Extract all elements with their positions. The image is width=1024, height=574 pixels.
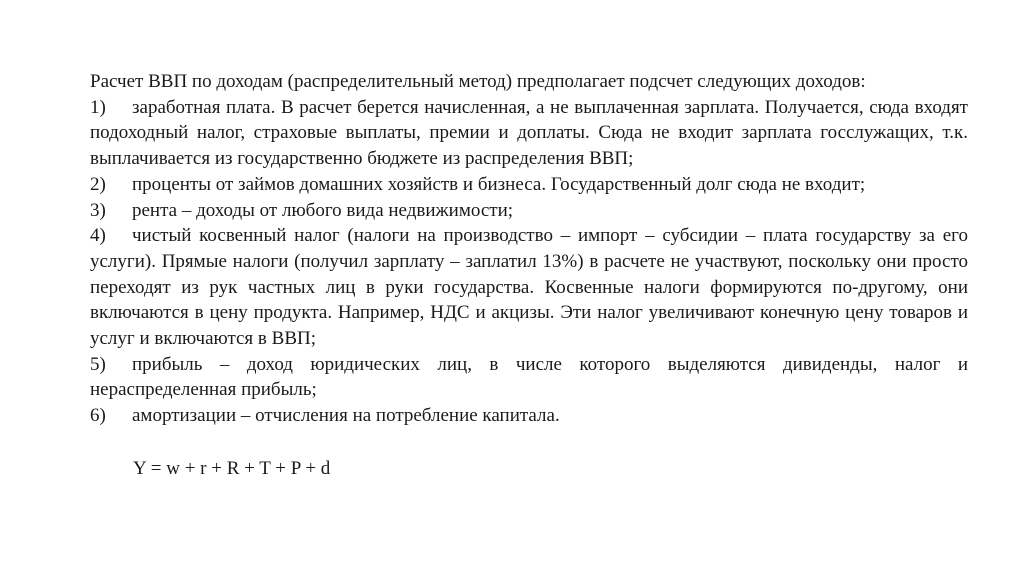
list-item-text: проценты от займов домашних хозяйств и бизнеса. Государственный долг сюда не входит;	[132, 173, 866, 195]
list-item-number: 2)	[90, 173, 106, 195]
slide-text	[90, 69, 968, 429]
list-item-number: 1)	[90, 96, 106, 118]
list-item-number: 5)	[90, 353, 106, 375]
list-item	[90, 403, 968, 429]
list-item-text: рента – доходы от любого вида недвижимости;	[132, 199, 514, 221]
list-item-number: 6)	[90, 405, 106, 427]
list-item	[90, 198, 968, 224]
list-item	[90, 172, 968, 198]
list-item-number: 4)	[90, 225, 106, 247]
list-item-text: заработная плата. В расчет берется начисленная, а не выплаченная зарплата. Получается, сюда входят подоходный налог, страховые выплаты, премии и доплаты. Сюда не входит зарплата госслужащих, т.к. выплачивается из государственно бюджете из распределения ВВП;	[90, 96, 968, 170]
list-item-text: прибыль – доход юридических лиц, в числе которого выделяются дивиденды, налог и нераспределенная прибыль;	[90, 353, 968, 401]
list-item-text: чистый косвенный налог (налоги на производство – импорт – субсидии – плата государству за его услуги). Прямые налоги (получил зарплату – заплатил 13%) в расчете не участвуют, поскольку они просто переходят из рук частных лиц в руки государства. Косвенные налоги формируются по-другому, они включаются в цену продукта. Например, НДС и акцизы. Эти налог увеличивают конечную цену товаров и услуг и включаются в ВВП;	[90, 225, 968, 350]
gdp-income-formula: Y = w + r + R + T + P + d	[133, 458, 331, 479]
list-item-text: амортизации – отчисления на потребление капитала.	[132, 405, 560, 427]
intro-paragraph: Расчет ВВП по доходам (распределительный метод) предполагает подсчет следующих доходов:	[90, 71, 866, 92]
list-item-number: 3)	[90, 199, 106, 221]
list-item	[90, 352, 968, 403]
list-item	[90, 223, 968, 352]
list-item	[90, 95, 968, 172]
